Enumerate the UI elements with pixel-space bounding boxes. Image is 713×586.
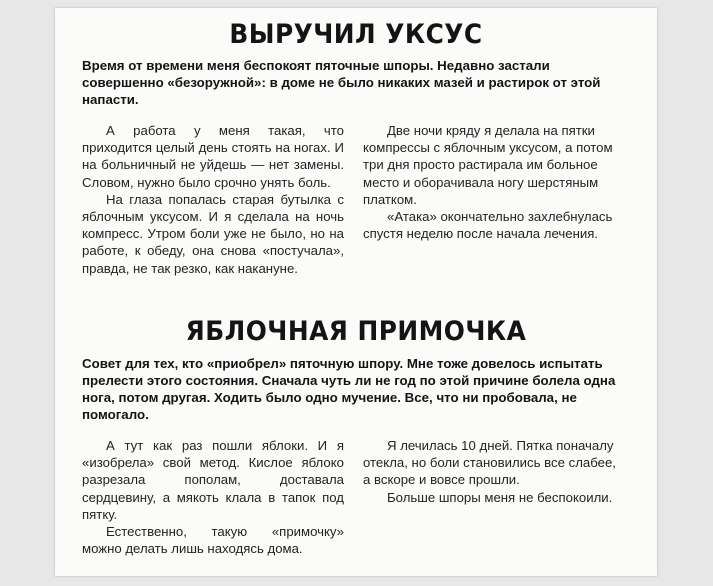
article1-right-column <box>363 122 631 242</box>
article1-left-paragraph: А работа у меня такая, что приходится целый день стоять на ногах. И на больничный не уйдешь — нет замены. Словом, нужно было срочно унять боль. <box>82 123 344 190</box>
newspaper-page <box>55 8 657 576</box>
article2-lead: Совет для тех, кто «приобрел» пяточную шпору. Мне тоже довелось испытать прелести этого состояния. Сначала чуть ли не год по этой причине болела одна нога, потом другая. Ходить было одно мучение. Все, что ни пробовала, не помогало. <box>82 356 616 422</box>
article1-left-paragraph: На глаза попалась старая бутылка с яблочным уксусом. И я сделала на ночь компресс. Утром боли уже не было, но на работе, к обеду, она снова «постучала», правда, не так резко, как накануне. <box>82 191 344 276</box>
article1-right-paragraph: «Атака» окончательно захлебнулась спустя неделю после начала лечения. <box>363 209 613 242</box>
article2-right-paragraph: Больше шпоры меня не беспокоили. <box>387 489 613 505</box>
article2-left-column <box>82 437 344 557</box>
article1-title: ВЫРУЧИЛ УКСУС <box>229 19 483 50</box>
article1-lead: Время от времени меня беспокоят пяточные шпоры. Недавно застали совершенно «безоружной»: в доме не было никаких мазей и растирок от этой напасти. <box>82 58 601 107</box>
article1-right-paragraph: Две ночи кряду я делала на пятки компрессы с яблочным уксусом, а потом три дня просто растирала им больное место и оборачивала ногу шерстяным платком. <box>363 123 613 207</box>
article2-right-column <box>363 437 623 506</box>
article2-left-paragraph: А тут как раз пошли яблоки. И я «изобрела» свой метод. Кислое яблоко разрезала пополам, доставала сердцевину, а мякоть клала в тапок под пятку. <box>82 438 344 522</box>
article2-right-paragraph: Я лечилась 10 дней. Пятка поначалу отекла, но боли становились все слабее, а вскоре и вовсе прошли. <box>363 438 616 488</box>
article2-left-paragraph: Естественно, такую «примочку» можно делать лишь находясь дома. <box>82 524 344 557</box>
article2-title: ЯБЛОЧНАЯ ПРИМОЧКА <box>185 316 527 347</box>
article1-left-column <box>82 122 344 277</box>
